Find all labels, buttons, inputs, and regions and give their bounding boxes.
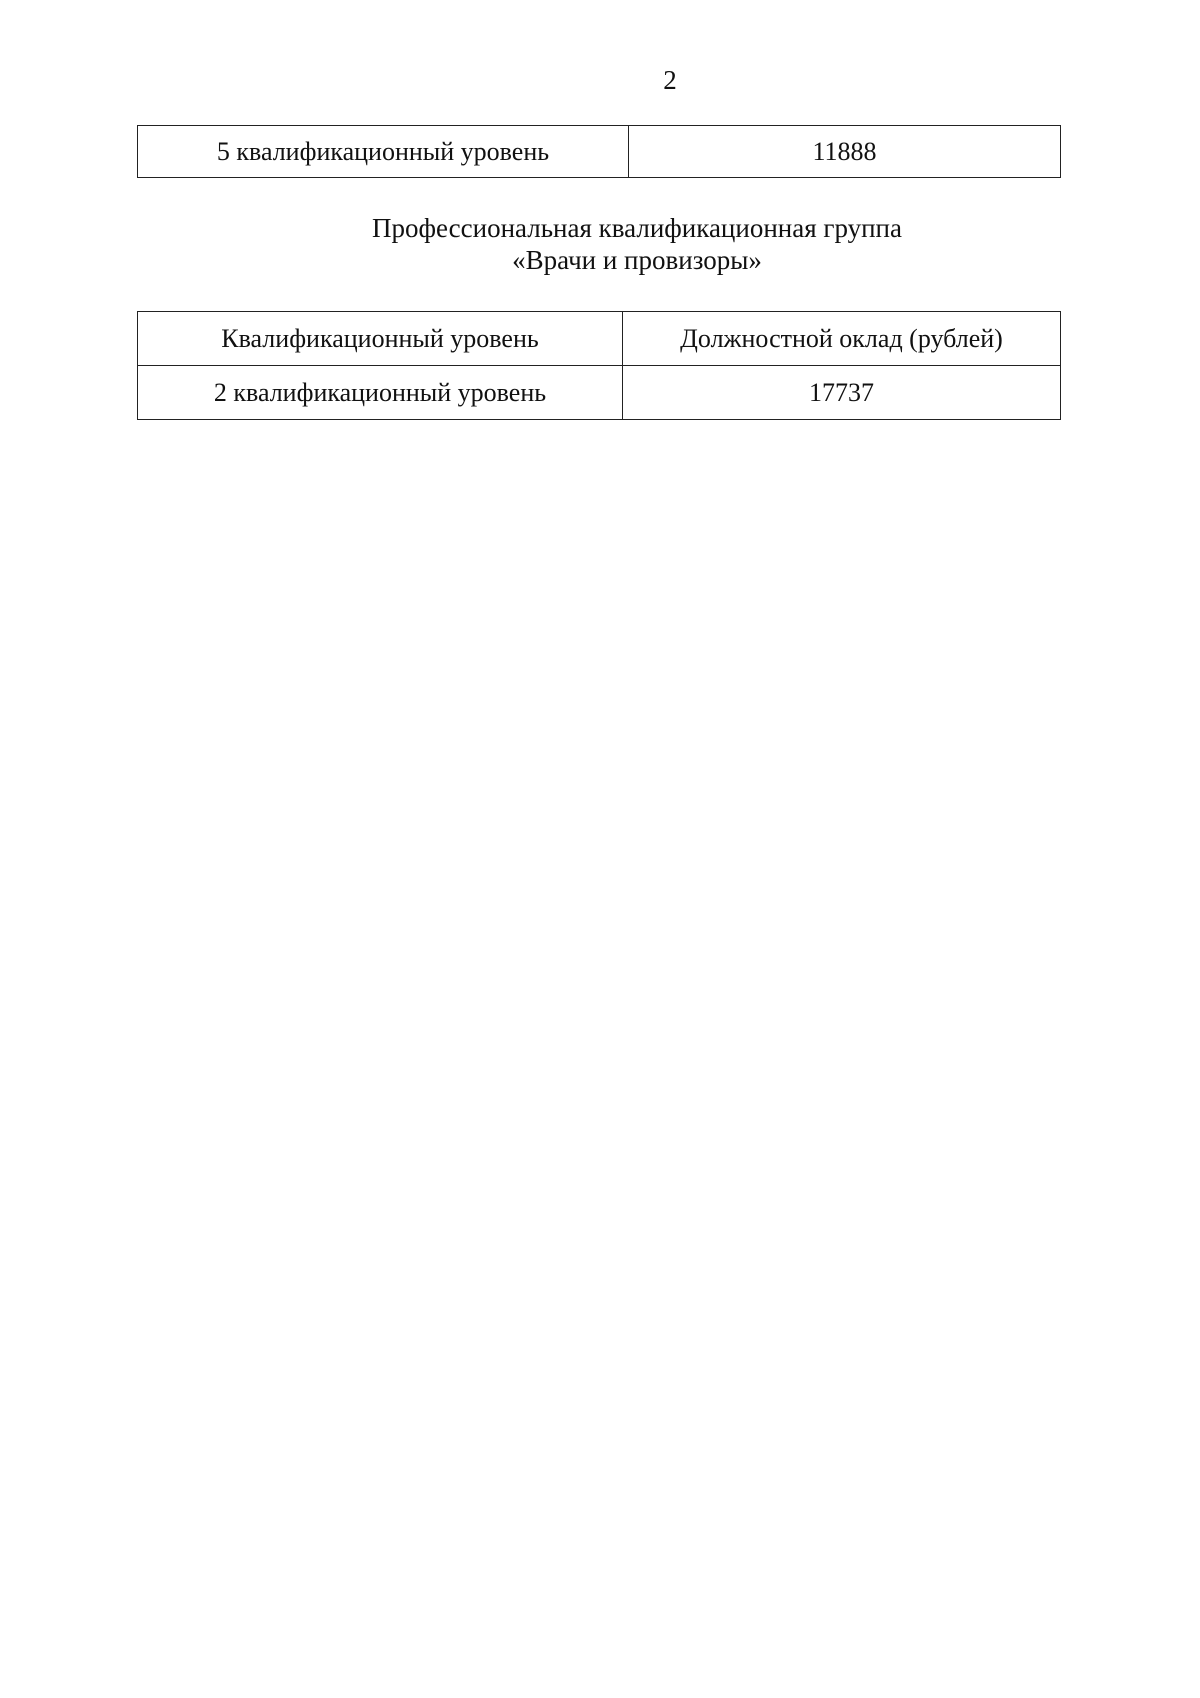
table-row bbox=[138, 366, 1061, 420]
header-qualification-level: Квалификационный уровень bbox=[138, 312, 623, 366]
table-header-row bbox=[138, 312, 1061, 366]
qualification-level-cell: 2 квалификационный уровень bbox=[138, 366, 623, 420]
table-row bbox=[138, 126, 1061, 178]
doctors-salary-table bbox=[137, 311, 1061, 420]
group-heading-line-2: «Врачи и провизоры» bbox=[512, 245, 762, 275]
salary-cell: 17737 bbox=[623, 366, 1061, 420]
professional-group-heading bbox=[137, 212, 1137, 276]
page-number: 2 bbox=[663, 65, 677, 95]
header-salary: Должностной оклад (рублей) bbox=[623, 312, 1061, 366]
salary-cell: 11888 bbox=[629, 126, 1061, 178]
qualification-level-cell: 5 квалификационный уровень bbox=[138, 126, 629, 178]
group-heading-line-1: Профессиональная квалификационная группа bbox=[372, 213, 902, 243]
salary-table-continued bbox=[137, 125, 1061, 178]
